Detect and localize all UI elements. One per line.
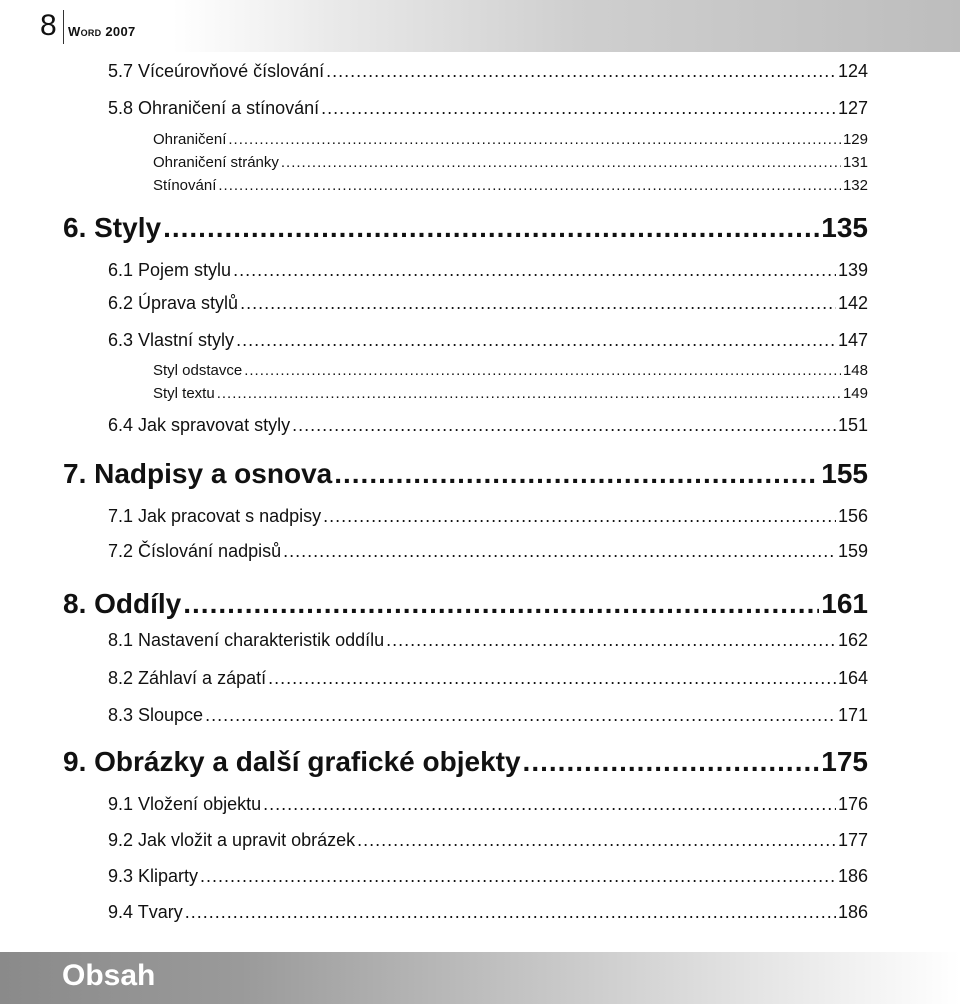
toc-entry-title: 8.3 Sloupce xyxy=(108,705,204,725)
toc-entry xyxy=(108,506,868,527)
toc-entry-title: 8. Oddíly xyxy=(63,588,182,619)
toc-entry-page: 124 xyxy=(837,61,868,81)
toc-entry xyxy=(108,866,868,887)
toc-entry xyxy=(108,98,868,119)
toc-entry xyxy=(153,131,868,148)
toc-entry-page: 162 xyxy=(837,630,868,650)
toc-entry-page: 148 xyxy=(842,362,868,379)
toc-entry-title: 6.4 Jak spravovat styly xyxy=(108,415,291,435)
toc-entry-page: 129 xyxy=(842,131,868,148)
toc-entry xyxy=(108,293,868,314)
toc-leader-dots xyxy=(163,212,819,244)
toc-leader-dots xyxy=(185,902,836,923)
toc-entry-page: 175 xyxy=(821,746,868,777)
toc-entry xyxy=(153,385,868,402)
toc-leader-dots xyxy=(233,260,836,281)
toc-entry-title: Ohraničení xyxy=(153,131,227,148)
toc-entry-title: 9. Obrázky a další grafické objekty xyxy=(63,746,521,777)
toc-entry-page: 139 xyxy=(837,260,868,280)
toc-entry-page: 127 xyxy=(837,98,868,118)
toc-leader-dots xyxy=(218,177,841,194)
toc-entry-page: 186 xyxy=(837,902,868,922)
toc-entry-page: 171 xyxy=(837,705,868,725)
toc-entry-page: 131 xyxy=(842,154,868,171)
toc-leader-dots xyxy=(263,794,836,815)
toc-entry-title: 7.1 Jak pracovat s nadpisy xyxy=(108,506,322,526)
toc-entry xyxy=(108,830,868,851)
toc-entry-title: Ohraničení stránky xyxy=(153,154,279,171)
page-footer xyxy=(0,952,960,1004)
toc-entry-title: Styl textu xyxy=(153,385,215,402)
toc-entry-page: 149 xyxy=(842,385,868,402)
toc-entry-page: 161 xyxy=(821,588,868,619)
toc-leader-dots xyxy=(321,98,836,119)
toc-entry-page: 155 xyxy=(821,458,868,489)
toc-entry xyxy=(153,154,868,171)
toc-entry-title: 7.2 Číslování nadpisů xyxy=(108,541,282,561)
toc-entry xyxy=(108,630,868,651)
toc-entry-page: 135 xyxy=(821,212,868,243)
toc-entry-title: 6. Styly xyxy=(63,212,162,243)
toc-leader-dots xyxy=(523,746,820,778)
toc-entry-title: 9.1 Vložení objektu xyxy=(108,794,262,814)
toc-leader-dots xyxy=(334,458,819,490)
toc-entry-page: 177 xyxy=(837,830,868,850)
toc-entry xyxy=(153,177,868,194)
toc-entry-title: 8.2 Záhlaví a zápatí xyxy=(108,668,267,688)
toc-leader-dots xyxy=(281,154,841,171)
toc-entry xyxy=(63,458,868,490)
toc-entry xyxy=(63,746,868,778)
toc-leader-dots xyxy=(323,506,836,527)
toc-leader-dots xyxy=(240,293,836,314)
toc-leader-dots xyxy=(217,385,841,402)
toc-leader-dots xyxy=(268,668,836,689)
toc-entry-title: Styl odstavce xyxy=(153,362,243,379)
header-divider xyxy=(63,10,64,44)
toc-entry xyxy=(63,212,868,244)
toc-entry xyxy=(63,588,868,620)
toc-leader-dots xyxy=(326,61,836,82)
toc-entry-title: 9.2 Jak vložit a upravit obrázek xyxy=(108,830,356,850)
toc-entry-title: Stínování xyxy=(153,177,217,194)
toc-entry-title: 6.1 Pojem stylu xyxy=(108,260,232,280)
section-label: Obsah xyxy=(62,959,156,992)
toc-entry-page: 164 xyxy=(837,668,868,688)
toc-leader-dots xyxy=(292,415,836,436)
toc-entry xyxy=(108,705,868,726)
toc-entry-title: 6.3 Vlastní styly xyxy=(108,330,235,350)
toc-entry-page: 159 xyxy=(837,541,868,561)
toc-leader-dots xyxy=(236,330,836,351)
toc-entry-title: 9.4 Tvary xyxy=(108,902,183,922)
toc-leader-dots xyxy=(283,541,836,562)
toc-entry-page: 147 xyxy=(837,330,868,350)
toc-entry xyxy=(108,415,868,436)
page-header xyxy=(0,0,960,52)
toc-entry-title: 9.3 Kliparty xyxy=(108,866,199,886)
toc-entry-title: 7. Nadpisy a osnova xyxy=(63,458,333,489)
toc-leader-dots xyxy=(228,131,841,148)
toc-entry-page: 132 xyxy=(842,177,868,194)
toc-entry xyxy=(108,330,868,351)
toc-leader-dots xyxy=(205,705,836,726)
toc-entry-title: 5.7 Víceúrovňové číslování xyxy=(108,61,325,81)
toc-entry-title: 5.8 Ohraničení a stínování xyxy=(108,98,320,118)
toc-entry-page: 151 xyxy=(837,415,868,435)
toc-entry xyxy=(108,260,868,281)
toc-entry xyxy=(108,541,868,562)
toc-entry xyxy=(108,61,868,82)
toc-leader-dots xyxy=(357,830,836,851)
toc-leader-dots xyxy=(386,630,836,651)
toc-entry xyxy=(108,902,868,923)
page-number: 8 xyxy=(40,9,57,42)
toc-leader-dots xyxy=(244,362,841,379)
toc-leader-dots xyxy=(183,588,819,620)
toc-entry-title: 6.2 Úprava stylů xyxy=(108,293,239,313)
toc-entry-title: 8.1 Nastavení charakteristik oddílu xyxy=(108,630,385,650)
toc-entry-page: 156 xyxy=(837,506,868,526)
toc-leader-dots xyxy=(200,866,836,887)
toc-entry xyxy=(108,668,868,689)
toc-entry xyxy=(153,362,868,379)
toc-entry-page: 142 xyxy=(837,293,868,313)
toc-entry-page: 186 xyxy=(837,866,868,886)
toc-entry xyxy=(108,794,868,815)
toc-entry-page: 176 xyxy=(837,794,868,814)
book-title: Word 2007 xyxy=(68,24,136,39)
